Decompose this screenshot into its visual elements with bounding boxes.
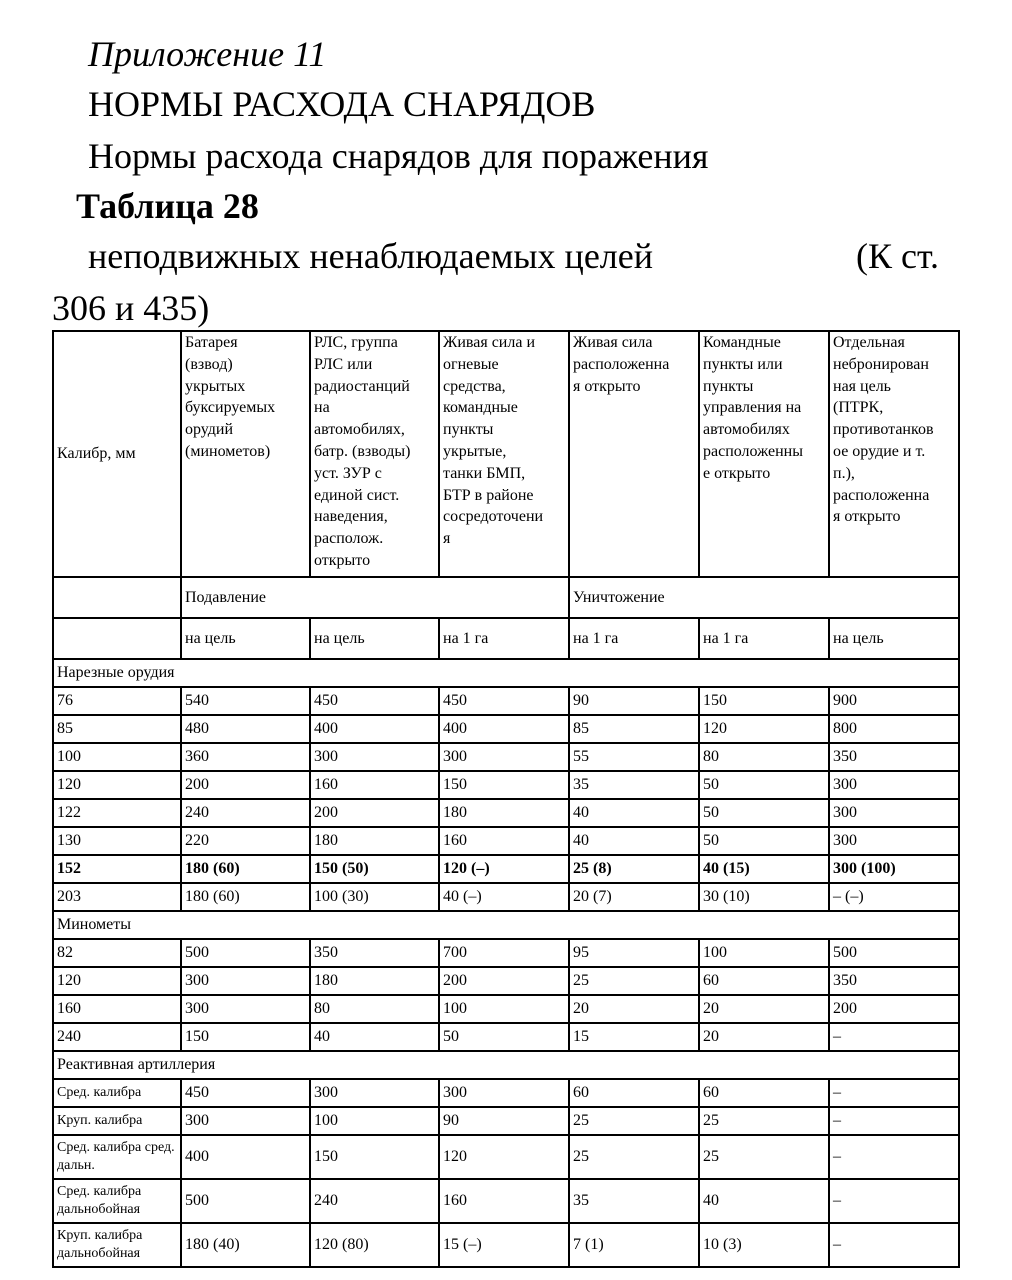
column-header-line: укрытых (185, 377, 246, 395)
value-cell: – (–) (829, 883, 959, 911)
value-cell: – (829, 1135, 959, 1179)
value-cell: 300 (310, 1079, 439, 1107)
section-row (53, 659, 959, 687)
section-title: Нарезные орудия (53, 659, 959, 687)
column-header-line: Живая сила и (443, 334, 536, 351)
value-cell: 480 (181, 715, 310, 743)
column-header-line: пункты (703, 377, 754, 395)
column-header-line: Живая сила (573, 334, 653, 351)
value-cell: 80 (699, 743, 829, 771)
column-header-line: РЛС, группа (314, 334, 398, 351)
value-cell: 400 (439, 715, 569, 743)
value-cell: 500 (181, 939, 310, 967)
value-cell: 240 (310, 1179, 439, 1223)
column-header-line: единой сист. (314, 486, 400, 504)
value-cell: 240 (181, 799, 310, 827)
caliber-header: Калибр, мм (53, 331, 181, 577)
value-cell: 200 (181, 771, 310, 799)
column-header-line: располож. (314, 530, 384, 548)
consumption-norms-table (52, 330, 960, 1268)
value-cell: 300 (310, 743, 439, 771)
caliber-cell: 152 (53, 855, 181, 883)
value-cell: 50 (439, 1023, 569, 1051)
table-row (53, 855, 959, 883)
column-header-line: противотанков (833, 421, 934, 439)
value-cell: 60 (569, 1079, 699, 1107)
value-cell: 40 (310, 1023, 439, 1051)
table-row (53, 1223, 959, 1267)
value-cell: – (829, 1179, 959, 1223)
column-header-line: п.), (833, 464, 855, 482)
value-cell: 25 (569, 967, 699, 995)
column-header (310, 331, 439, 577)
appendix-label: Приложение 11 (88, 34, 327, 74)
value-cell: 55 (569, 743, 699, 771)
column-header-line: БТР в районе (443, 486, 534, 504)
table-row (53, 1023, 959, 1051)
column-header-line: я открыто (573, 377, 641, 395)
caliber-cell: Круп. калибра дальнобойная (53, 1223, 181, 1267)
table-row (53, 799, 959, 827)
section-row (53, 1051, 959, 1079)
document-subtitle: Нормы расхода снарядов для поражения (88, 136, 709, 176)
article-reference: (К ст. (856, 236, 940, 276)
value-cell: 540 (181, 687, 310, 715)
column-header-line: пункты или (703, 355, 783, 373)
table-body (53, 331, 959, 1267)
value-cell: 150 (50) (310, 855, 439, 883)
unit-cell: на цель (181, 618, 310, 659)
column-header-line: управления на (703, 399, 802, 417)
value-cell: – (829, 1223, 959, 1267)
table-row (53, 939, 959, 967)
column-header-line: небронирован (833, 355, 929, 373)
value-cell: 60 (699, 1079, 829, 1107)
caliber-cell: 120 (53, 967, 181, 995)
value-cell: 50 (699, 827, 829, 855)
value-cell: 20 (569, 995, 699, 1023)
value-cell: 400 (181, 1135, 310, 1179)
value-cell: 120 (439, 1135, 569, 1179)
value-cell: 300 (439, 1079, 569, 1107)
value-cell: 800 (829, 715, 959, 743)
value-cell: 10 (3) (699, 1223, 829, 1267)
value-cell: 300 (439, 743, 569, 771)
column-header-line: расположенна (833, 486, 930, 504)
value-cell: 150 (439, 771, 569, 799)
value-cell: 220 (181, 827, 310, 855)
document-title: НОРМЫ РАСХОДА СНАРЯДОВ (88, 84, 596, 124)
table-row (53, 1079, 959, 1107)
value-cell: 500 (181, 1179, 310, 1223)
value-cell: 90 (439, 1107, 569, 1135)
value-cell: 300 (829, 799, 959, 827)
value-cell: 100 (30) (310, 883, 439, 911)
value-cell: 100 (310, 1107, 439, 1135)
column-header-line: Командные (703, 334, 781, 351)
value-cell: 200 (829, 995, 959, 1023)
column-header-line: расположенны (703, 442, 803, 460)
column-header-line: я (443, 530, 451, 548)
value-cell: 180 (310, 967, 439, 995)
unit-cell: на 1 га (569, 618, 699, 659)
value-cell: 25 (569, 1135, 699, 1179)
caliber-cell: 85 (53, 715, 181, 743)
value-cell: 15 (–) (439, 1223, 569, 1267)
caliber-cell: 240 (53, 1023, 181, 1051)
value-cell: 25 (699, 1135, 829, 1179)
column-header-line: буксируемых (185, 399, 276, 417)
value-cell: 500 (829, 939, 959, 967)
suppression-header: Подавление (181, 577, 569, 618)
column-header-line: Батарея (185, 334, 238, 351)
column-header-line: танки БМП, (443, 464, 526, 482)
table-caption: неподвижных ненаблюдаемых целей (88, 236, 654, 276)
value-cell: 25 (8) (569, 855, 699, 883)
value-cell: 20 (699, 1023, 829, 1051)
value-cell: – (829, 1107, 959, 1135)
value-cell: 7 (1) (569, 1223, 699, 1267)
value-cell: 40 (569, 827, 699, 855)
unit-cell: на 1 га (439, 618, 569, 659)
column-header-line: (ПТРК, (833, 399, 884, 417)
table-row (53, 1179, 959, 1223)
value-cell: 85 (569, 715, 699, 743)
value-cell: 180 (439, 799, 569, 827)
value-cell: 300 (829, 827, 959, 855)
column-header (439, 331, 569, 577)
value-cell: 30 (10) (699, 883, 829, 911)
column-header-line: командные (443, 399, 518, 417)
caliber-cell: 120 (53, 771, 181, 799)
column-header-line: орудий (185, 421, 234, 439)
value-cell: 40 (569, 799, 699, 827)
column-header-line: пункты (443, 421, 494, 439)
value-cell: 160 (439, 1179, 569, 1223)
value-cell: 300 (181, 967, 310, 995)
column-header-line: автомобилях (703, 421, 790, 439)
column-header-line: расположенна (573, 355, 670, 373)
value-cell: 200 (310, 799, 439, 827)
column-header-line: огневые (443, 355, 499, 373)
value-cell: 350 (829, 967, 959, 995)
value-cell: 150 (181, 1023, 310, 1051)
value-cell: 160 (439, 827, 569, 855)
value-cell: 150 (699, 687, 829, 715)
empty-cell (53, 577, 181, 618)
column-header-line: РЛС или (314, 355, 373, 373)
caliber-cell: Круп. калибра (53, 1107, 181, 1135)
column-header-line: открыто (314, 551, 371, 569)
value-cell: 25 (699, 1107, 829, 1135)
value-cell: 450 (439, 687, 569, 715)
value-cell: 50 (699, 771, 829, 799)
value-cell: 400 (310, 715, 439, 743)
column-header-line: Отдельная (833, 334, 905, 351)
caliber-cell: 203 (53, 883, 181, 911)
caliber-cell: 160 (53, 995, 181, 1023)
value-cell: 180 (60) (181, 883, 310, 911)
table-row (53, 883, 959, 911)
column-header-line: автомобилях, (314, 421, 405, 439)
value-cell: 90 (569, 687, 699, 715)
unit-cell: на цель (310, 618, 439, 659)
column-header-line: радиостанций (314, 377, 410, 395)
value-cell: 300 (829, 771, 959, 799)
unit-cell: на цель (829, 618, 959, 659)
value-cell: 25 (569, 1107, 699, 1135)
value-cell: 15 (569, 1023, 699, 1051)
table-row (53, 1107, 959, 1135)
unit-cell: на 1 га (699, 618, 829, 659)
effect-row (53, 577, 959, 618)
value-cell: 450 (181, 1079, 310, 1107)
value-cell: 350 (829, 743, 959, 771)
value-cell: 120 (699, 715, 829, 743)
table-row (53, 967, 959, 995)
value-cell: 35 (569, 771, 699, 799)
value-cell: 350 (310, 939, 439, 967)
column-header (569, 331, 699, 577)
value-cell: 700 (439, 939, 569, 967)
value-cell: 160 (310, 771, 439, 799)
empty-cell (53, 618, 181, 659)
column-header-line: средства, (443, 377, 506, 395)
table-row (53, 687, 959, 715)
value-cell: 300 (181, 995, 310, 1023)
value-cell: 150 (310, 1135, 439, 1179)
value-cell: 100 (439, 995, 569, 1023)
value-cell: 95 (569, 939, 699, 967)
value-cell: 50 (699, 799, 829, 827)
column-header-line: (взвод) (185, 355, 233, 373)
units-row (53, 618, 959, 659)
value-cell: 40 (15) (699, 855, 829, 883)
value-cell: 40 (699, 1179, 829, 1223)
caliber-cell: Сред. калибра (53, 1079, 181, 1107)
caliber-cell: 130 (53, 827, 181, 855)
column-header-line: е открыто (703, 464, 771, 482)
value-cell: – (829, 1023, 959, 1051)
column-header-line: (минометов) (185, 442, 271, 460)
caliber-cell: 122 (53, 799, 181, 827)
value-cell: 300 (100) (829, 855, 959, 883)
value-cell: 40 (–) (439, 883, 569, 911)
column-header-line: уст. ЗУР с (314, 464, 382, 482)
table-row (53, 771, 959, 799)
column-header (699, 331, 829, 577)
value-cell: 20 (7) (569, 883, 699, 911)
value-cell: 100 (699, 939, 829, 967)
section-title: Реактивная артиллерия (53, 1051, 959, 1079)
value-cell: 360 (181, 743, 310, 771)
destruction-header: Уничтожение (569, 577, 959, 618)
value-cell: 900 (829, 687, 959, 715)
column-header-line: укрытые, (443, 442, 507, 460)
section-title: Минометы (53, 911, 959, 939)
column-header-row (53, 331, 959, 577)
column-header-line: ое орудие и т. (833, 442, 926, 460)
table-row (53, 1135, 959, 1179)
column-header (829, 331, 959, 577)
value-cell: 35 (569, 1179, 699, 1223)
table-row (53, 715, 959, 743)
value-cell: 180 (310, 827, 439, 855)
column-header-line: наведения, (314, 508, 388, 526)
value-cell: 120 (80) (310, 1223, 439, 1267)
article-reference-continued: 306 и 435) (52, 288, 210, 328)
table-row (53, 827, 959, 855)
column-header-line: сосредоточени (443, 508, 544, 526)
caliber-cell: 100 (53, 743, 181, 771)
column-header (181, 331, 310, 577)
value-cell: 60 (699, 967, 829, 995)
column-header-line: ная цель (833, 377, 891, 395)
table-row (53, 743, 959, 771)
table-number: Таблица 28 (76, 186, 259, 226)
value-cell: 80 (310, 995, 439, 1023)
value-cell: 180 (60) (181, 855, 310, 883)
section-row (53, 911, 959, 939)
caliber-cell: Сред. калибра дальнобойная (53, 1179, 181, 1223)
table-row (53, 995, 959, 1023)
value-cell: 120 (–) (439, 855, 569, 883)
value-cell: 300 (181, 1107, 310, 1135)
column-header-line: батр. (взводы) (314, 442, 411, 460)
column-header-line: я открыто (833, 508, 901, 526)
value-cell: 200 (439, 967, 569, 995)
value-cell: 180 (40) (181, 1223, 310, 1267)
value-cell: 20 (699, 995, 829, 1023)
caliber-cell: 76 (53, 687, 181, 715)
caliber-cell: 82 (53, 939, 181, 967)
caliber-cell: Сред. калибра сред. дальн. (53, 1135, 181, 1179)
value-cell: 450 (310, 687, 439, 715)
value-cell: – (829, 1079, 959, 1107)
column-header-line: на (314, 399, 330, 417)
